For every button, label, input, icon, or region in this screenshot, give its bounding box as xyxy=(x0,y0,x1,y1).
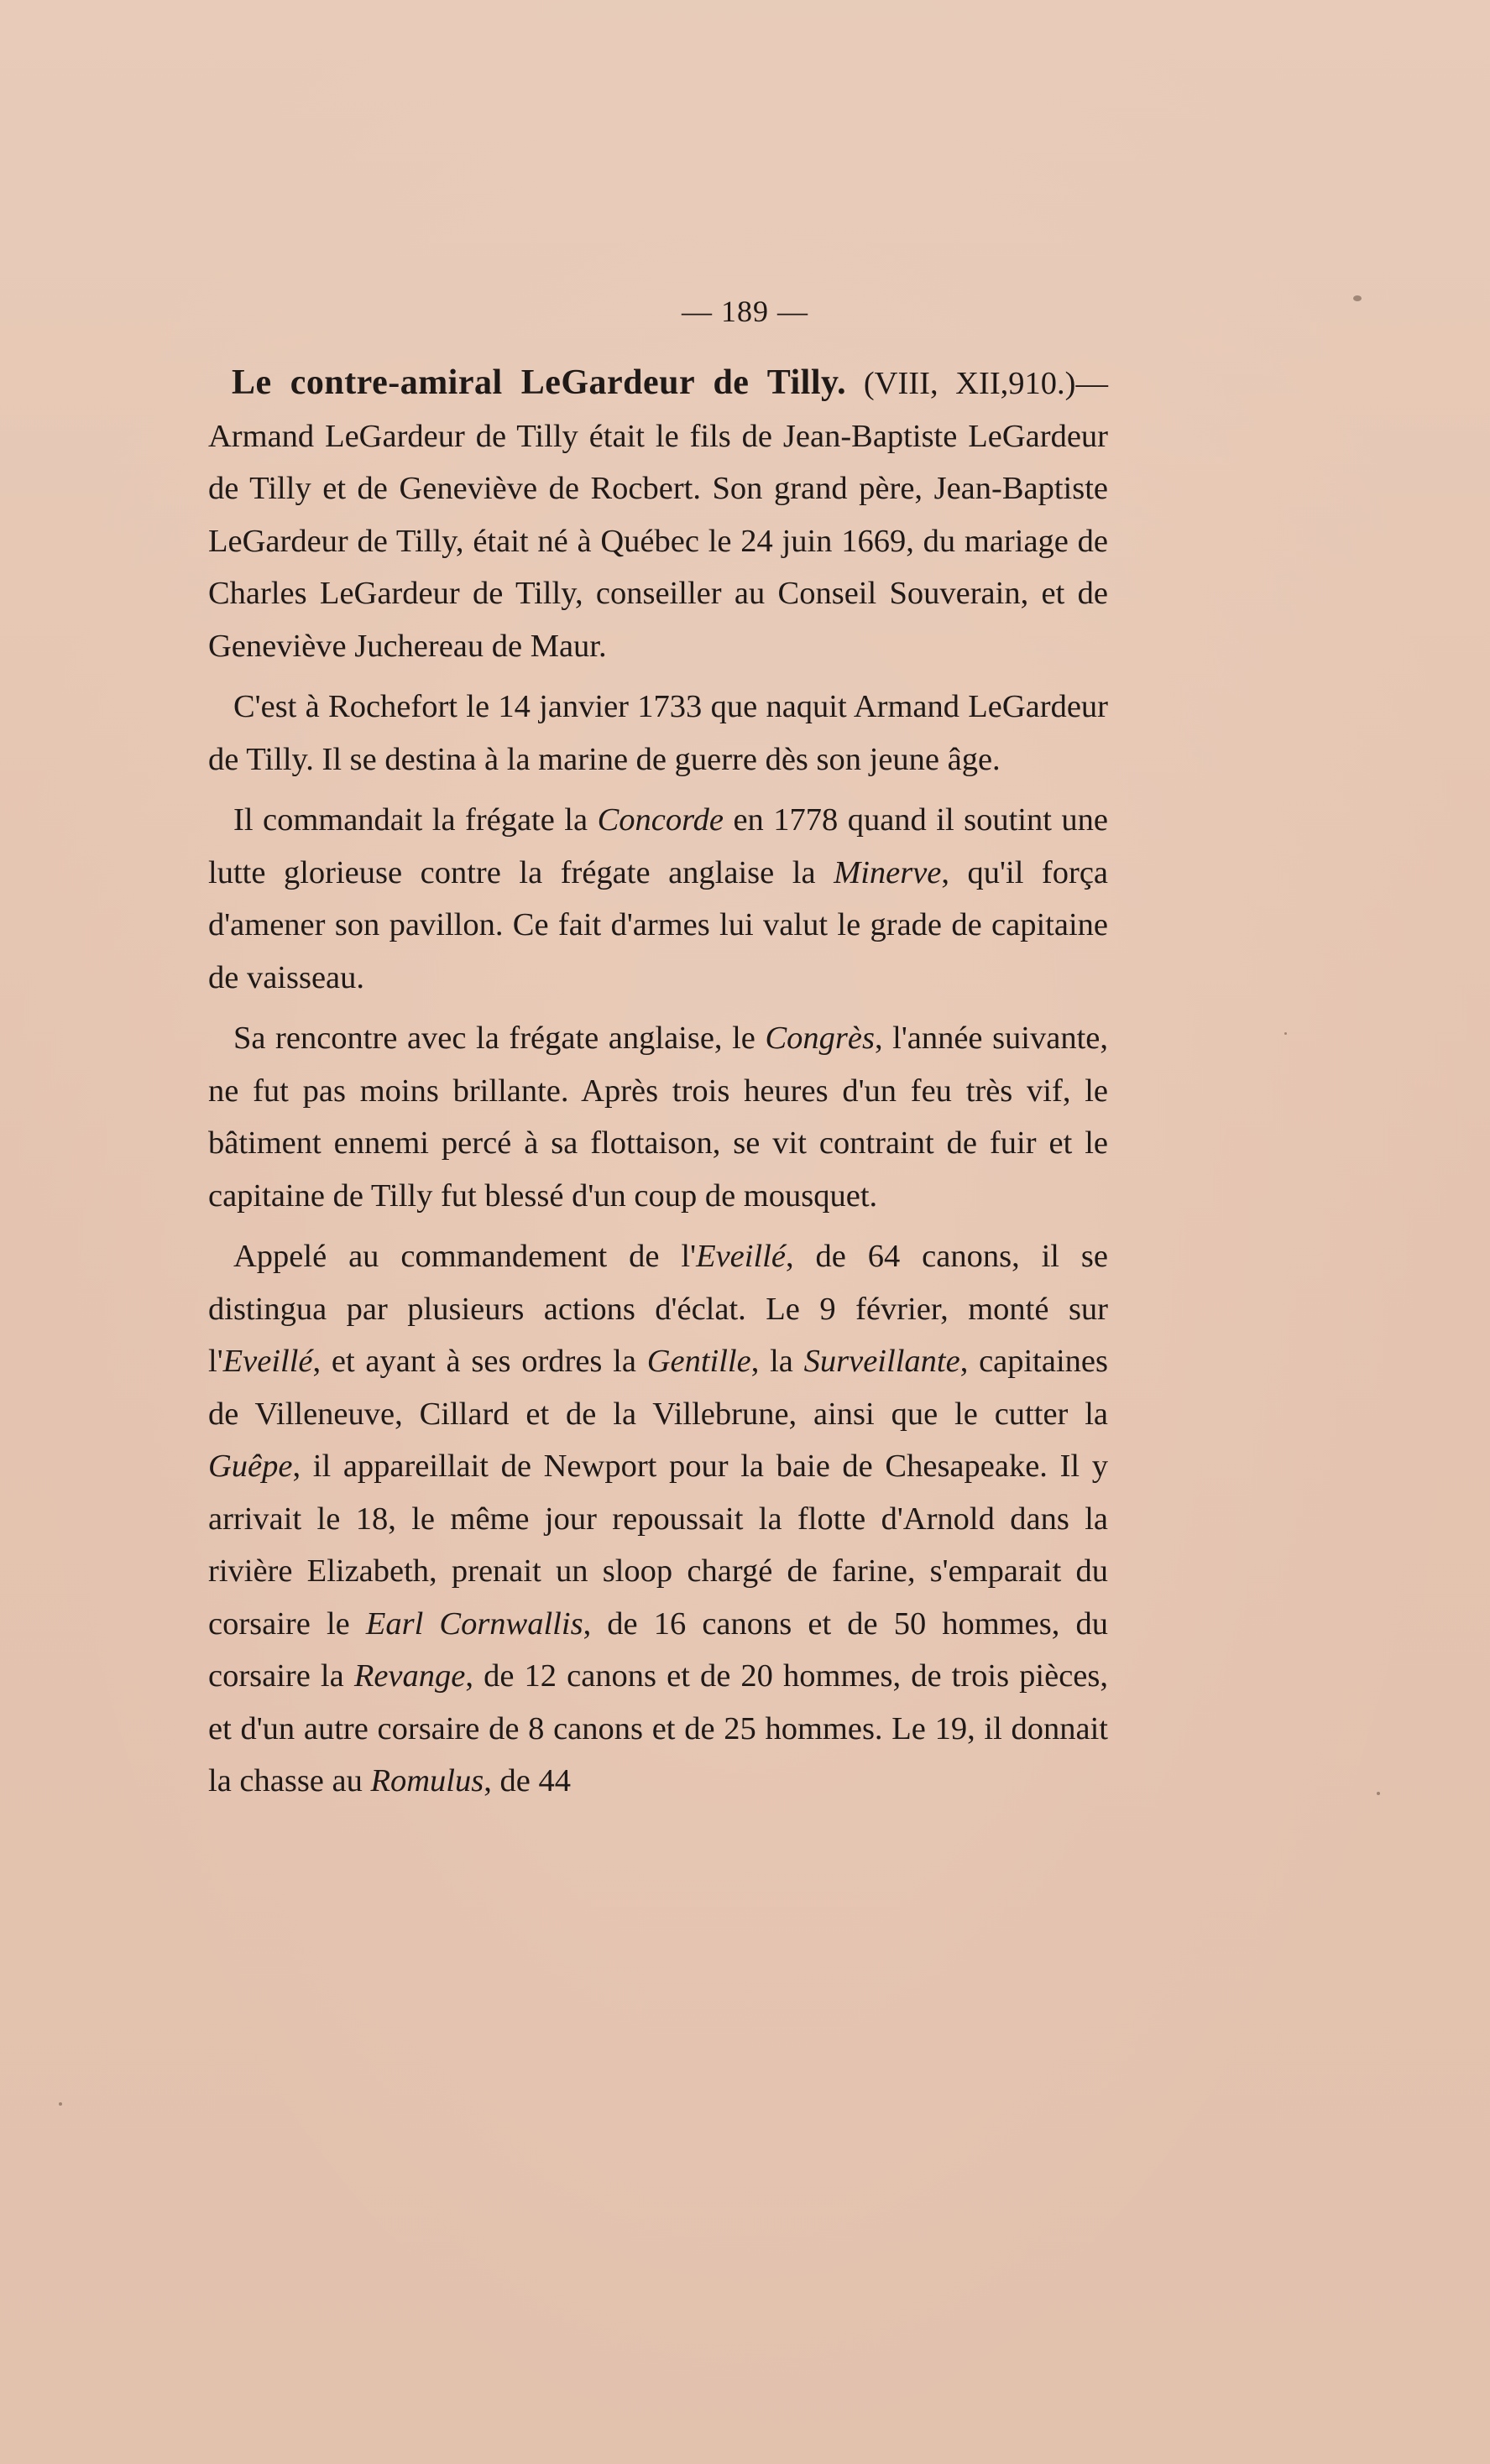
ship-name-surveillante: Surveillante xyxy=(803,1344,960,1379)
p3-text-a: Il commandait la frégate la xyxy=(233,802,598,838)
ship-name-earl-cornwallis: Earl Cornwallis xyxy=(365,1605,583,1642)
p5-text-c: , et ayant à ses ordres la xyxy=(312,1344,647,1379)
p3-text-b: en 1778 quand il soutint une lutte glorieuse contre la frégate anglaise la xyxy=(208,802,1108,890)
paragraph-4 xyxy=(208,1012,1108,1222)
p5-text-i: , de 44 xyxy=(484,1763,571,1798)
article-heading: Le contre-amiral LeGardeur de Tilly. xyxy=(232,363,847,402)
ship-name-minerve: Minerve xyxy=(834,854,942,890)
ship-name-revange: Revange xyxy=(353,1658,466,1694)
p5-text-b: , de 64 canons, il se distingua par plusieurs actions d'éclat. Le 9 février, monté sur l' xyxy=(208,1239,1108,1379)
paper-speck xyxy=(1353,295,1362,301)
paragraph-3 xyxy=(208,794,1108,1004)
article-body xyxy=(208,357,1108,1816)
ship-name-eveille: Eveillé xyxy=(696,1239,786,1274)
p3-text-c: , qu'il força d'amener son pavillon. Ce fait d'armes lui valut le grade de capitaine de vaisseau. xyxy=(208,854,1109,995)
page-number: — 189 — xyxy=(682,295,808,328)
p5-text-f: , il appareillait de Newport pour la baie de Chesapeake. Il y arrivait le 18, le même jour repoussait la flotte d'Arnold dans la rivière Elizabeth, prenait un sloop chargé de farine, s'emparait du corsaire le xyxy=(208,1449,1108,1642)
ship-name-romulus: Romulus xyxy=(370,1763,484,1798)
p5-text-h: , de 12 canons et de 20 hommes, de trois pièces, et d'un autre corsaire de 8 canons et de 25 hommes. Le 19, il donnait la chasse au xyxy=(208,1658,1108,1798)
paragraph-5 xyxy=(208,1230,1108,1808)
paper-speck xyxy=(1377,1792,1380,1795)
ship-name-gentille: Gentille xyxy=(646,1344,751,1379)
p4-text-a: Sa rencontre avec la frégate anglaise, le xyxy=(233,1021,766,1056)
paragraph-1 xyxy=(208,357,1108,672)
ship-name-congres: Congrès xyxy=(765,1021,875,1056)
paragraph-2: C'est à Rochefort le 14 janvier 1733 que naquit Armand LeGardeur de Tilly. Il se destina à la marine de guerre dès son jeune âge. xyxy=(208,689,1108,777)
paragraph-1-text: (VIII, XII,910.)—Armand LeGardeur de Tilly était le fils de Jean-Baptiste LeGardeur de Tilly et de Geneviève de Rocbert. Son grand père, Jean-Baptiste LeGardeur de Tilly, était né à Québec le 24 juin 1669, du mariage de Charles LeGardeur de Tilly, conseiller au Conseil Souverain, et de Geneviève Juchereau de Maur. xyxy=(208,366,1108,664)
p5-text-g: , de 16 canons et de 50 hommes, du corsaire la xyxy=(208,1605,1108,1694)
p4-text-b: , l'année suivante, ne fut pas moins brillante. Après trois heures d'un feu très vif, le bâtiment ennemi percé à sa flottaison, se vit contraint de fuir et le capitaine de Tilly fut blessé d'un coup de mousquet. xyxy=(208,1021,1108,1214)
ship-name-concorde: Concorde xyxy=(597,802,724,838)
ship-name-eveille-2: Eveillé xyxy=(222,1344,313,1379)
p5-text-e: , capitaines de Villeneuve, Cillard et de la Villebrune, ainsi que le cutter la xyxy=(208,1344,1108,1432)
ship-name-guepe: Guêpe xyxy=(208,1449,293,1484)
paper-speck xyxy=(59,2102,62,2106)
p5-text-d: , la xyxy=(750,1344,804,1379)
p5-text-a: Appelé au commandement de l' xyxy=(233,1239,697,1274)
paper-speck xyxy=(1284,1032,1287,1035)
